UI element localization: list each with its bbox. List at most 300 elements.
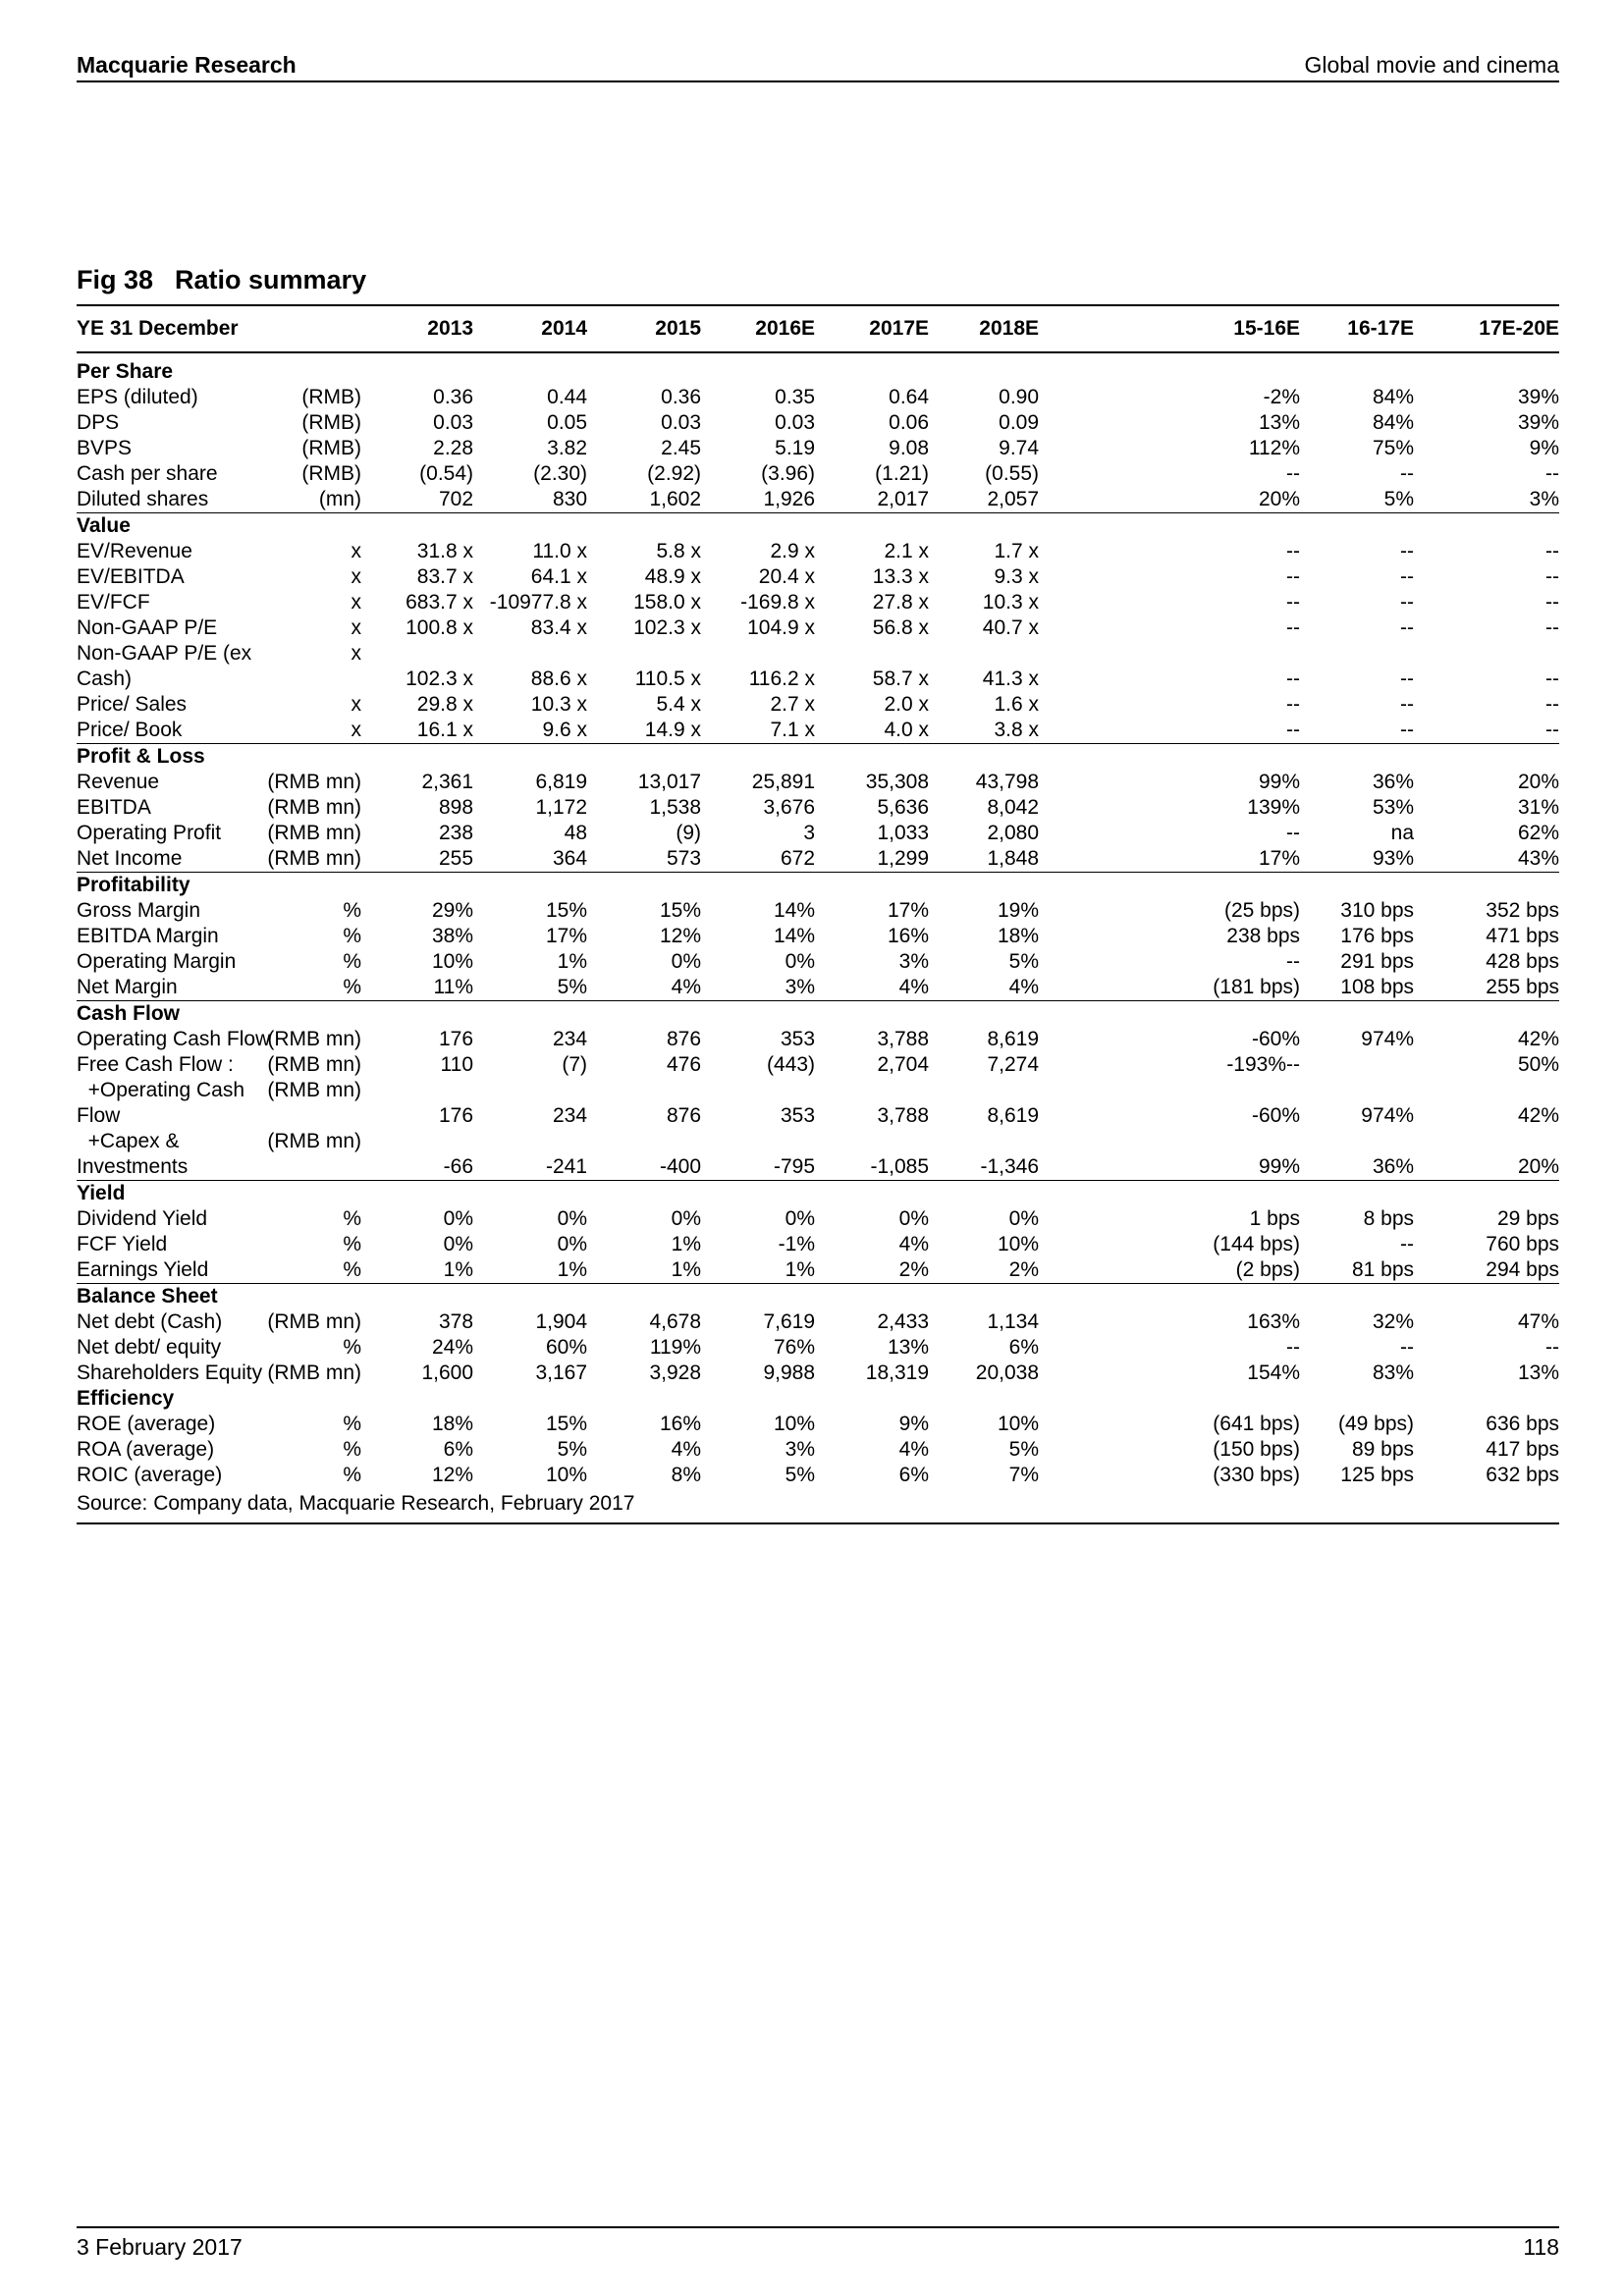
table-row [77, 821, 1559, 846]
table-row [77, 1437, 1559, 1463]
value-cell: 158.0 x [633, 591, 702, 614]
change-cell: -- [1176, 718, 1300, 744]
change-cell: 20% [1414, 1129, 1559, 1181]
value-cell: 76% [773, 1336, 816, 1359]
change-cell: 20% [1517, 771, 1560, 793]
spacer-cell [1039, 821, 1176, 846]
value-cell: -241 [473, 1129, 587, 1181]
table-row [77, 1052, 1559, 1078]
change-cell: 83% [1372, 1362, 1415, 1384]
value-cell: 14% [773, 925, 816, 947]
row-label-line2: Cash) [77, 667, 133, 690]
row-label: Free Cash Flow : [77, 1053, 234, 1076]
value-cell: 29% [431, 899, 474, 922]
change-cell: 636 bps [1486, 1413, 1560, 1435]
change-cell: (2 bps) [1176, 1257, 1300, 1284]
change-cell: (49 bps) [1337, 1413, 1415, 1435]
spacer-cell [1039, 898, 1176, 924]
value-cell: 64.1 x [530, 565, 588, 588]
value-cell: (9) [676, 822, 702, 844]
table-row [77, 1027, 1559, 1052]
spacer-cell [1039, 1257, 1176, 1284]
spacer-cell [1039, 461, 1176, 487]
row-label [77, 641, 252, 692]
table-header-row [77, 305, 1559, 352]
value-cell: 7,619 [763, 1310, 816, 1333]
change-cell: -- [1545, 540, 1560, 562]
value-cell: (2.30) [533, 462, 588, 485]
change-cell: -- [1400, 616, 1415, 639]
value-cell: 176 [438, 1028, 474, 1050]
value-cell: 2% [929, 1257, 1039, 1284]
value-cell: 4% [898, 1438, 930, 1461]
change-cell: (181 bps) [1176, 975, 1300, 1001]
row-unit: % [234, 975, 361, 1001]
value-cell: 683.7 x [406, 591, 474, 614]
change-cell: 255 bps [1414, 975, 1559, 1001]
value-cell: 18,319 [865, 1362, 930, 1384]
change-cell: -- [1545, 1336, 1560, 1359]
spacer-cell [1039, 846, 1176, 873]
row-label: EBITDA [77, 796, 151, 819]
value-cell: 9% [898, 1413, 930, 1435]
change-cell: 163% [1247, 1310, 1301, 1333]
value-cell: 14.9 x [587, 718, 701, 744]
table-row [77, 718, 1559, 744]
section-header-row [77, 352, 1559, 385]
value-cell: 876 [666, 1104, 702, 1127]
figure-label: Fig 38 [77, 265, 154, 294]
row-label: ROE (average) [77, 1413, 216, 1435]
row-label: Net debt/ equity [77, 1336, 222, 1359]
row-unit: x [351, 616, 362, 639]
change-cell: (144 bps) [1213, 1233, 1301, 1255]
spacer-cell [1039, 770, 1176, 795]
value-cell: 2.28 [433, 437, 474, 459]
value-cell: 2,080 [987, 822, 1040, 844]
value-cell: 110.5 x [634, 667, 702, 690]
change-cell: 75% [1372, 437, 1415, 459]
ratio-summary-table [77, 304, 1559, 1488]
row-unit: x [351, 540, 362, 562]
year-header: 2013 [361, 305, 473, 352]
value-cell: 58.7 x [872, 667, 930, 690]
change-cell: 84% [1372, 411, 1415, 434]
row-unit: (RMB) [301, 386, 362, 408]
table-row [77, 846, 1559, 873]
value-cell: 1% [701, 1257, 815, 1284]
year-header: 2018E [929, 305, 1039, 352]
table-row [77, 1463, 1559, 1488]
value-cell: 1% [557, 950, 588, 973]
value-cell: 18% [997, 925, 1040, 947]
row-label: Diluted shares [77, 487, 234, 513]
value-cell: 48 [564, 822, 588, 844]
table-row [77, 1412, 1559, 1437]
value-cell: 672 [701, 846, 815, 873]
change-cell: 176 bps [1340, 925, 1415, 947]
value-cell: 25,891 [751, 771, 816, 793]
change-cell: -- [1545, 693, 1560, 716]
change-cell: (150 bps) [1213, 1438, 1301, 1461]
spacer-cell [1039, 718, 1176, 744]
row-unit: (RMB mn) [267, 1028, 362, 1050]
change-cell: 238 bps [1226, 925, 1301, 947]
row-unit: % [343, 899, 362, 922]
value-cell: 3,788 [877, 1028, 930, 1050]
spacer-cell [1039, 564, 1176, 590]
value-cell: 18% [431, 1413, 474, 1435]
value-cell: 5% [785, 1464, 816, 1486]
row-unit: (RMB mn) [234, 846, 361, 873]
change-cell: 53% [1372, 796, 1415, 819]
value-cell: (7) [562, 1053, 588, 1076]
value-cell: 5.19 [775, 437, 816, 459]
spacer-cell [1039, 487, 1176, 513]
value-cell: 1.7 x [994, 540, 1040, 562]
value-cell: 56.8 x [872, 616, 930, 639]
change-cell: -- [1400, 462, 1415, 485]
row-label: Gross Margin [77, 899, 201, 922]
row-unit: % [343, 1233, 362, 1255]
value-cell: (3.96) [761, 462, 816, 485]
change-cell: 139% [1247, 796, 1301, 819]
row-label: DPS [77, 411, 120, 434]
change-cell: 50% [1517, 1053, 1560, 1076]
row-unit: (RMB mn) [267, 1362, 362, 1384]
spacer-cell [1039, 539, 1176, 564]
value-cell: 10.3 x [982, 591, 1040, 614]
table-row [77, 410, 1559, 436]
spacer-cell [1039, 795, 1176, 821]
change-cell: 5% [1300, 487, 1414, 513]
row-label: EBITDA Margin [77, 925, 219, 947]
row-label: ROIC (average) [77, 1464, 223, 1486]
row-label: EPS (diluted) [77, 386, 198, 408]
row-unit: (RMB mn) [267, 822, 362, 844]
value-cell: 1,172 [535, 796, 588, 819]
value-cell: 1,904 [535, 1310, 588, 1333]
value-cell: 5.8 x [656, 540, 702, 562]
table-row [77, 924, 1559, 949]
page-header [77, 49, 1559, 82]
row-unit: % [343, 950, 362, 973]
change-cell: 974% [1361, 1104, 1415, 1127]
change-cell: -- [1400, 693, 1415, 716]
table-row [77, 1129, 1559, 1181]
value-cell: 19% [997, 899, 1040, 922]
change-cell: 8 bps [1363, 1207, 1415, 1230]
publisher-name: Macquarie Research [77, 52, 297, 78]
table-row [77, 1361, 1559, 1386]
spacer-cell [1039, 641, 1176, 692]
section-title: Efficiency [77, 1387, 175, 1410]
value-cell: 5% [1008, 1438, 1040, 1461]
change-cell: 974% [1361, 1028, 1415, 1050]
value-cell: 3,928 [649, 1362, 702, 1384]
value-cell: 234 [552, 1028, 588, 1050]
change-cell: 42% [1517, 1028, 1560, 1050]
value-cell: (443) [766, 1053, 816, 1076]
value-cell: 0.03 [433, 411, 474, 434]
value-cell: 13.3 x [872, 565, 930, 588]
change-cell: -- [1286, 616, 1301, 639]
change-cell: 108 bps [1300, 975, 1414, 1001]
year-end-label: YE 31 December [77, 305, 361, 352]
row-label: EV/EBITDA [77, 565, 185, 588]
table-row [77, 1335, 1559, 1361]
row-label: Shareholders Equity [77, 1362, 263, 1384]
value-cell: 24% [431, 1336, 474, 1359]
value-cell: 20.4 x [758, 565, 816, 588]
row-unit: (RMB mn) [267, 796, 362, 819]
value-cell: 3% [785, 1438, 816, 1461]
value-cell: 2,017 [815, 487, 929, 513]
row-label: ROA (average) [77, 1438, 215, 1461]
change-cell: 9% [1529, 437, 1560, 459]
change-cell: -- [1286, 565, 1301, 588]
change-cell: -60% [1251, 1028, 1301, 1050]
change-cell: (641 bps) [1213, 1413, 1301, 1435]
value-cell: 4% [815, 975, 929, 1001]
value-cell: 20,038 [975, 1362, 1040, 1384]
change-cell: 471 bps [1486, 925, 1560, 947]
spacer-cell [1039, 924, 1176, 949]
change-cell: 43% [1414, 846, 1559, 873]
value-cell: 1,602 [587, 487, 701, 513]
row-label: Dividend Yield [77, 1207, 208, 1230]
section-header-row [77, 1386, 1559, 1412]
value-cell: 0% [557, 1207, 588, 1230]
row-unit: x [351, 565, 362, 588]
table-body [77, 352, 1559, 1488]
row-label: Net debt (Cash) [77, 1310, 223, 1333]
change-cell: -- [1545, 591, 1560, 614]
table-row [77, 1309, 1559, 1335]
change-cell: -- [1414, 718, 1559, 744]
value-cell: 9,988 [763, 1362, 816, 1384]
change-cell: 1 bps [1249, 1207, 1301, 1230]
value-cell: 43,798 [975, 771, 1040, 793]
value-cell: 10% [997, 1233, 1040, 1255]
value-cell: 4,678 [649, 1310, 702, 1333]
section-header-row [77, 1284, 1559, 1310]
value-cell: 38% [431, 925, 474, 947]
section-title: Profitability [77, 874, 190, 896]
row-label-line2: Investments [77, 1155, 189, 1178]
value-cell: 116.2 x [748, 667, 816, 690]
value-cell: 4.0 x [815, 718, 929, 744]
value-cell: 238 [438, 822, 474, 844]
value-cell: 0% [443, 1207, 474, 1230]
value-cell: 9.08 [889, 437, 930, 459]
value-cell: 378 [438, 1310, 474, 1333]
value-cell: 13,017 [637, 771, 702, 793]
value-cell: 0% [671, 950, 702, 973]
value-cell: 0% [671, 1207, 702, 1230]
value-cell: -1% [778, 1233, 816, 1255]
row-unit: % [343, 1438, 362, 1461]
section-title: Balance Sheet [77, 1285, 218, 1308]
table-row [77, 1206, 1559, 1232]
value-cell: 11.0 x [532, 540, 588, 562]
change-cell: 112% [1248, 437, 1301, 459]
value-cell: 1% [671, 1233, 702, 1255]
value-cell: -795 [701, 1129, 815, 1181]
change-cell: -- [1400, 591, 1415, 614]
value-cell: 10.3 x [530, 693, 588, 716]
spacer-cell [1039, 1052, 1176, 1078]
value-cell: 0% [1008, 1207, 1040, 1230]
row-unit: % [234, 1257, 361, 1284]
row-unit: x [351, 693, 362, 716]
value-cell: 3.82 [547, 437, 588, 459]
value-cell: 1% [473, 1257, 587, 1284]
value-cell: 830 [473, 487, 587, 513]
value-cell: 2.0 x [884, 693, 930, 716]
value-cell: 9.6 x [473, 718, 587, 744]
value-cell: 5% [1008, 950, 1040, 973]
change-cell: (25 bps) [1223, 899, 1301, 922]
value-cell: 16% [887, 925, 930, 947]
value-cell: 6% [898, 1464, 930, 1486]
value-cell: 0% [557, 1233, 588, 1255]
row-label-line2: Flow [77, 1104, 121, 1127]
value-cell: 15% [659, 899, 702, 922]
spacer-cell [1039, 385, 1176, 410]
spacer-cell [1039, 1463, 1176, 1488]
change-cell: 294 bps [1414, 1257, 1559, 1284]
table-row [77, 949, 1559, 975]
value-cell: 0% [785, 1207, 816, 1230]
value-cell: 5.4 x [656, 693, 702, 716]
row-unit: x [234, 718, 361, 744]
spacer-cell [1039, 1027, 1176, 1052]
change-cell: -- [1400, 540, 1415, 562]
row-label: Price/ Sales [77, 693, 188, 716]
change-cell: 632 bps [1486, 1464, 1560, 1486]
value-cell: 176 [438, 1104, 474, 1127]
section-header-row [77, 1181, 1559, 1207]
year-header: 2017E [815, 305, 929, 352]
value-cell: 29.8 x [416, 693, 474, 716]
change-cell: 352 bps [1486, 899, 1560, 922]
value-cell: -169.8 x [740, 591, 816, 614]
row-unit: x [351, 642, 362, 665]
row-unit: (RMB) [301, 411, 362, 434]
change-cell: na [1390, 822, 1415, 844]
change-cell: 13% [1258, 411, 1301, 434]
change-cell: 89 bps [1351, 1438, 1415, 1461]
row-unit: (RMB) [301, 437, 362, 459]
year-header: 2014 [473, 305, 587, 352]
change-cell: 93% [1300, 846, 1414, 873]
value-cell: 702 [361, 487, 473, 513]
change-cell: -- [1286, 591, 1301, 614]
page-number: 118 [1523, 2234, 1559, 2260]
value-cell: 0.44 [547, 386, 588, 408]
section-header-row [77, 873, 1559, 899]
value-cell: 2% [815, 1257, 929, 1284]
value-cell: 1,538 [649, 796, 702, 819]
value-cell: 12% [659, 925, 702, 947]
value-cell: 0.36 [661, 386, 702, 408]
value-cell: 102.3 x [406, 667, 474, 690]
change-cell: 13% [1517, 1362, 1560, 1384]
row-label: Price/ Book [77, 718, 234, 744]
value-cell: 110 [440, 1053, 474, 1076]
value-cell: 1% [587, 1257, 701, 1284]
value-cell: 40.7 x [982, 616, 1040, 639]
table-row [77, 487, 1559, 513]
value-cell: 364 [473, 846, 587, 873]
change-cell: 31% [1517, 796, 1560, 819]
value-cell: 48.9 x [644, 565, 702, 588]
change-cell: 291 bps [1340, 950, 1415, 973]
value-cell: (0.55) [985, 462, 1040, 485]
value-cell: 13% [887, 1336, 930, 1359]
value-cell: -10977.8 x [489, 591, 588, 614]
row-unit: (mn) [234, 487, 361, 513]
change-cell: 42% [1517, 1104, 1560, 1127]
change-cell: 36% [1300, 1129, 1414, 1181]
row-label: Cash per share [77, 462, 218, 485]
value-cell: (0.54) [419, 462, 474, 485]
change-cell: -- [1400, 1233, 1415, 1255]
value-cell: 2.7 x [770, 693, 816, 716]
value-cell: -400 [587, 1129, 701, 1181]
value-cell: 1,033 [877, 822, 930, 844]
table-row [77, 539, 1559, 564]
value-cell: 1.6 x [994, 693, 1040, 716]
change-cell: 39% [1517, 386, 1560, 408]
row-label: EV/Revenue [77, 540, 192, 562]
value-cell: 88.6 x [530, 667, 588, 690]
table-row [77, 1257, 1559, 1284]
value-cell: 2,057 [929, 487, 1039, 513]
value-cell: 17% [545, 925, 588, 947]
spacer-cell [1039, 1129, 1176, 1181]
change-header: 16-17E [1300, 305, 1414, 352]
change-cell: 3% [1414, 487, 1559, 513]
row-unit: % [343, 1464, 362, 1486]
section-title: Profit & Loss [77, 745, 205, 768]
spacer-cell [1039, 1412, 1176, 1437]
value-cell: 4% [898, 1233, 930, 1255]
spacer-cell [1039, 1206, 1176, 1232]
row-label: Earnings Yield [77, 1257, 234, 1284]
row-unit: (RMB mn) [267, 771, 362, 793]
value-cell: -66 [361, 1129, 473, 1181]
value-cell: -1,346 [929, 1129, 1039, 1181]
change-header: 17E-20E [1414, 305, 1559, 352]
value-cell: 0% [785, 950, 816, 973]
section-title: Per Share [77, 360, 174, 383]
value-cell: 2,361 [421, 771, 474, 793]
row-unit: % [343, 1413, 362, 1435]
value-cell: 0.90 [999, 386, 1040, 408]
value-cell: 16.1 x [361, 718, 473, 744]
value-cell: 9.3 x [994, 565, 1040, 588]
value-cell: (2.92) [647, 462, 702, 485]
value-cell: 14% [773, 899, 816, 922]
row-label: Operating Cash Flow [77, 1028, 271, 1050]
change-cell: -- [1545, 616, 1560, 639]
page-footer [77, 2226, 1559, 2260]
change-cell: -- [1545, 667, 1560, 690]
value-cell: 353 [780, 1104, 816, 1127]
value-cell: 16% [659, 1413, 702, 1435]
